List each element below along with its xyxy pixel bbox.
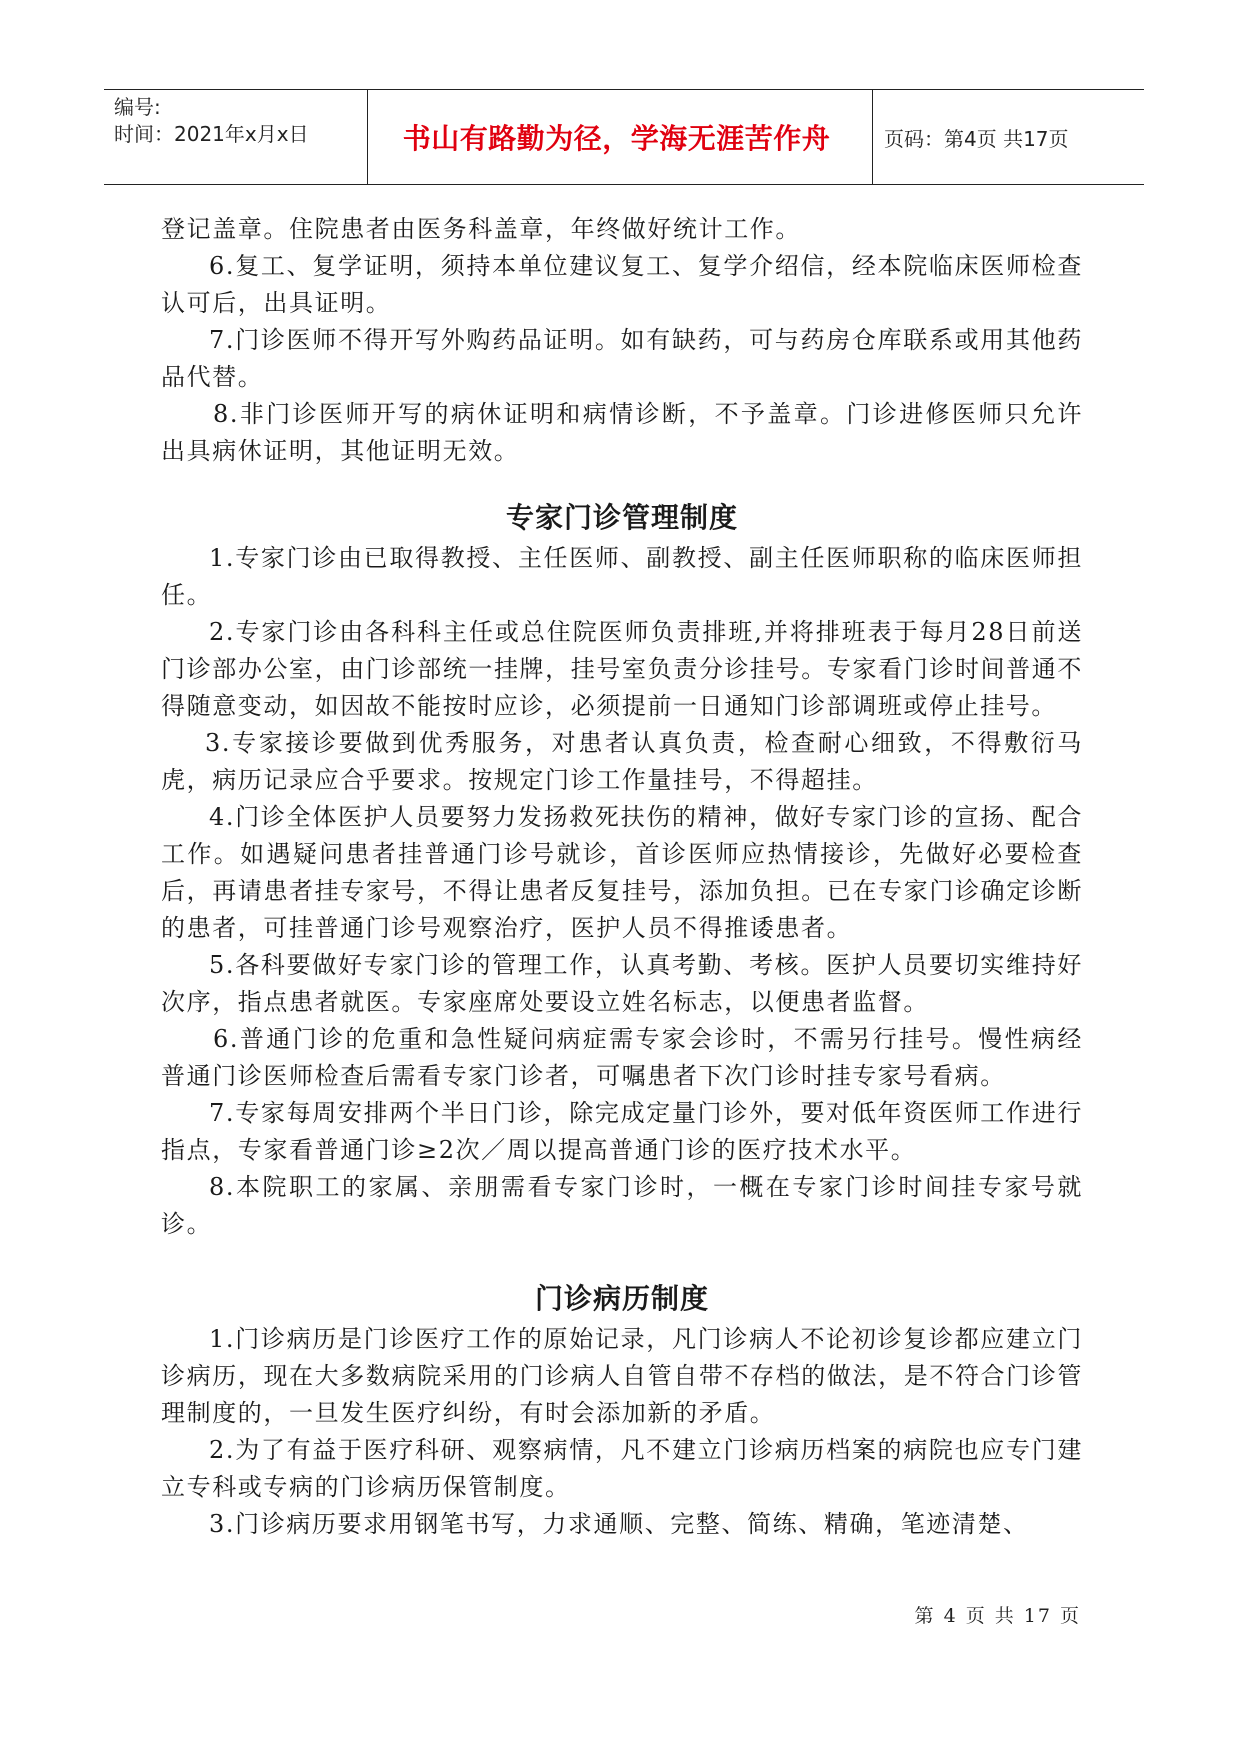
section-title-expert: 专家门诊管理制度	[505, 501, 738, 534]
header-divider	[872, 90, 873, 184]
section-title-records: 门诊病历制度	[534, 1282, 709, 1315]
paragraph: 8.本院职工的家属、亲朋需看专家门诊时，一概在专家门诊时间挂专家号就诊。	[161, 1173, 1083, 1238]
paragraph: 6.普通门诊的危重和急性疑问病症需专家会诊时，不需另行挂号。慢性病经普通门诊医师检查后需看专家门诊者，可嘱患者下次门诊时挂专家号看病。	[161, 1025, 1083, 1090]
paragraph: 7.专家每周安排两个半日门诊，除完成定量门诊外，要对低年资医师工作进行指点，专家看普通门诊≥2次／周以提高普通门诊的医疗技术水平。	[161, 1099, 1083, 1164]
paragraph: 5.各科要做好专家门诊的管理工作，认真考勤、考核。医护人员要切实维持好次序，指点患者就医。专家座席处要设立姓名标志，以便患者监督。	[161, 951, 1083, 1016]
paragraph: 7.门诊医师不得开写外购药品证明。如有缺药，可与药房仓库联系或用其他药品代替。	[161, 326, 1083, 391]
header-divider	[367, 90, 368, 184]
paragraph: 登记盖章。住院患者由医务科盖章，年终做好统计工作。	[161, 215, 801, 243]
paragraph: 1.门诊病历是门诊医疗工作的原始记录，凡门诊病人不论初诊复诊都应建立门诊病历，现在大多数病院采用的门诊病人自管自带不存档的做法，是不符合门诊管理制度的，一旦发生医疗纠纷，有时会添加新的矛盾。	[161, 1325, 1083, 1427]
page-footer: 第 4 页 共 17 页	[914, 1605, 1081, 1627]
paragraph: 1.专家门诊由已取得教授、主任医师、副教授、副主任医师职称的临床医师担任。	[161, 544, 1083, 609]
paragraph: 2.为了有益于医疗科研、观察病情，凡不建立门诊病历档案的病院也应专门建立专科或专病的门诊病历保管制度。	[161, 1436, 1083, 1501]
paragraph: 4.门诊全体医护人员要努力发扬救死扶伤的精神，做好专家门诊的宣扬、配合工作。如遇疑问患者挂普通门诊号就诊，首诊医师应热情接诊，先做好必要检查后，再请患者挂专家号，不得让患者反复挂号，添加负担。已在专家门诊确定诊断的患者，可挂普通门诊号观察治疗，医护人员不得推诿患者。	[161, 803, 1083, 942]
header-meta	[114, 94, 369, 148]
header-page-info: 页码：第4页 共17页	[884, 126, 1069, 151]
document-body	[161, 211, 1083, 1543]
document-header	[104, 89, 1144, 185]
paragraph: 3.门诊病历要求用钢笔书写，力求通顺、完整、简练、精确，笔迹清楚、	[209, 1510, 1029, 1538]
paragraph: 8.非门诊医师开写的病休证明和病情诊断，不予盖章。门诊进修医师只允许出具病休证明，其他证明无效。	[161, 400, 1083, 465]
number-label: 编号:	[114, 95, 161, 119]
paragraph: 6.复工、复学证明，须持本单位建议复工、复学介绍信，经本院临床医师检查认可后，出具证明。	[161, 252, 1083, 317]
header-motto: 书山有路勤为径，学海无涯苦作舟	[402, 122, 831, 155]
paragraph: 3.专家接诊要做到优秀服务，对患者认真负责，检查耐心细致，不得敷衍马虎，病历记录应合乎要求。按规定门诊工作量挂号，不得超挂。	[161, 729, 1083, 794]
time-label: 时间：2021年x月x日	[114, 122, 309, 146]
paragraph: 2.专家门诊由各科科主任或总住院医师负责排班,并将排班表于每月28日前送门诊部办公室，由门诊部统一挂牌，挂号室负责分诊挂号。专家看门诊时间普通不得随意变动，如因故不能按时应诊，必须提前一日通知门诊部调班或停止挂号。	[161, 618, 1083, 720]
